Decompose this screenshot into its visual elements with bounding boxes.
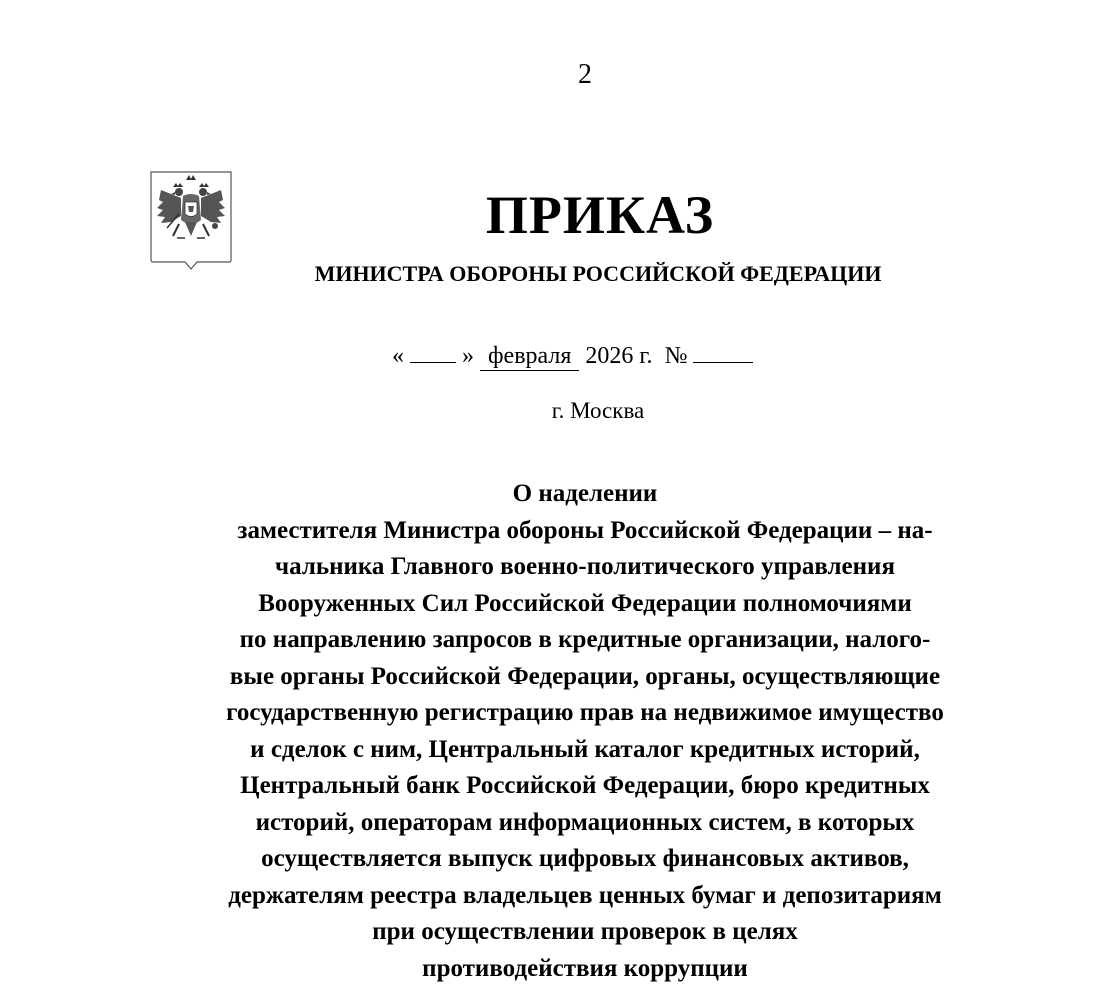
close-quote: » (462, 343, 474, 369)
heading-line: осуществляется выпуск цифровых финансовых активов, (261, 845, 909, 872)
coat-of-arms-icon (149, 170, 233, 270)
heading-line: историй, операторам информационных систем, в которых (255, 808, 915, 836)
document-title: ПРИКАЗ (485, 185, 715, 245)
heading-line: Вооруженных Сил Российской Федерации полномочиями (258, 589, 912, 617)
heading-line: О наделении (512, 480, 658, 507)
heading-line: государственную регистрацию прав на недвижимое имущество (226, 699, 944, 726)
heading-line: противодействия коррупции (422, 954, 748, 982)
document-subtitle: МИНИСТРА ОБОРОНЫ РОССИЙСКОЙ ФЕДЕРАЦИИ (314, 261, 882, 286)
order-heading (140, 476, 1030, 987)
number-sign: № (664, 343, 688, 369)
heading-line: и сделок с ним, Центральный каталог кредитных историй, (250, 735, 920, 763)
date-line (392, 338, 892, 373)
day-blank (410, 338, 456, 363)
heading-line: при осуществлении проверок в целях (372, 918, 798, 945)
heading-line: чальника Главного военно-политического управления (275, 553, 895, 580)
heading-line: держателям реестра владельцев ценных бумаг и депозитариям (228, 881, 942, 909)
heading-line: заместителя Министра обороны Российской Федерации – на- (237, 516, 933, 544)
heading-line: Центральный банк Российской Федерации, бюро кредитных (240, 772, 930, 799)
year: 2026 г. (585, 343, 653, 369)
heading-line: по направлению запросов в кредитные организации, налого- (239, 626, 931, 653)
open-quote: « (392, 343, 404, 369)
heading-line: вые органы Российской Федерации, органы, осуществляющие (229, 662, 941, 690)
city: г. Москва (551, 398, 645, 423)
page-number: 2 (578, 59, 592, 90)
number-blank (693, 338, 753, 363)
month: февраля (480, 342, 579, 371)
